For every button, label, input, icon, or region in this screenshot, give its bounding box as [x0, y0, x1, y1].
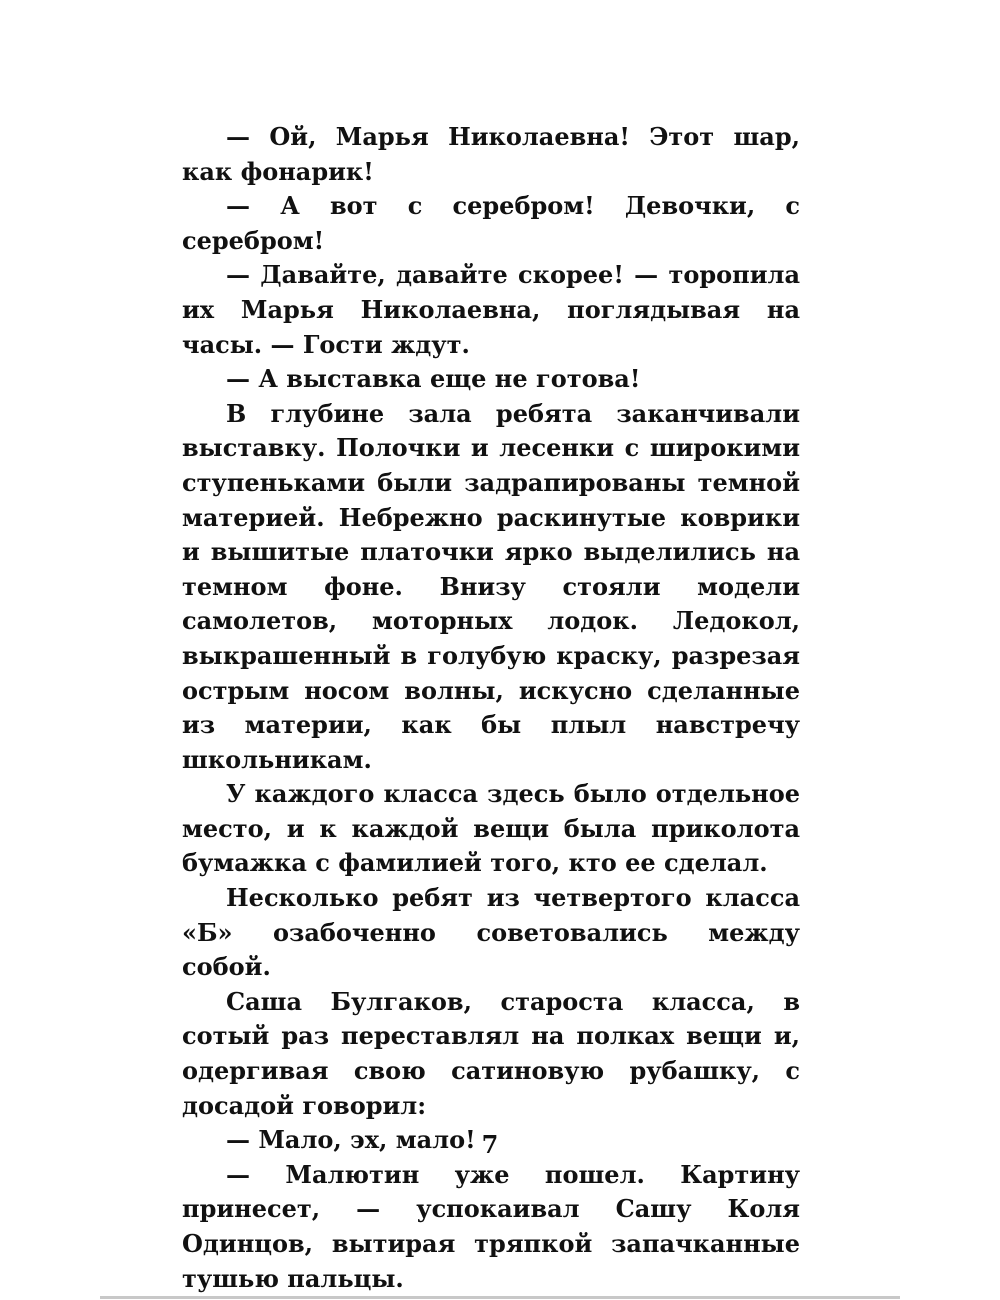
- paragraph-6: У каждого класса здесь было отдельное место, и к каждой вещи была приколота бумажка с фамилией того, кто ее сделал.: [182, 779, 800, 878]
- paragraph-7: Несколько ребят из четвертого класса «Б» озабоченно советовались между собой.: [182, 883, 800, 982]
- paragraph-8: Саша Булгаков, староста класса, в сотый раз переставлял на полках вещи и, одергивая свою сатиновую рубашку, с досадой говорил:: [182, 986, 800, 1120]
- paragraph-2: — А вот с серебром! Девочки, с серебром!: [182, 191, 800, 255]
- paragraph-10: — Малютин уже пошел. Картину принесет, — успокаивал Сашу Коля Одинцов, вытирая тряпкой запачканные тушью пальцы.: [182, 1159, 800, 1293]
- paragraph-5: В глубине зала ребята заканчивали выставку. Полочки и лесенки с широкими ступеньками были задрапированы темной материей. Небрежно раскинутые коврики и вышитые платочки ярко выделились на темном фоне. Внизу стояли модели самолетов, моторных лодок. Ледокол, выкрашенный в голубую краску, разрезая острым носом волны, искусно сделанные из материи, как бы плыл навстречу школьникам.: [182, 398, 800, 774]
- paragraph-4: — А выставка еще не готова!: [226, 364, 641, 394]
- page-number: 7: [481, 1130, 499, 1159]
- paragraph-9: — Мало, эх, мало!: [226, 1125, 476, 1155]
- bottom-divider: [100, 1296, 900, 1299]
- page-text: [182, 120, 800, 1296]
- paragraph-3: — Давайте, давайте скорее! — торопила их Марья Николаевна, поглядывая на часы. — Гости ждут.: [182, 260, 800, 359]
- paragraph-1: — Ой, Марья Николаевна! Этот шар, как фонарик!: [182, 122, 800, 186]
